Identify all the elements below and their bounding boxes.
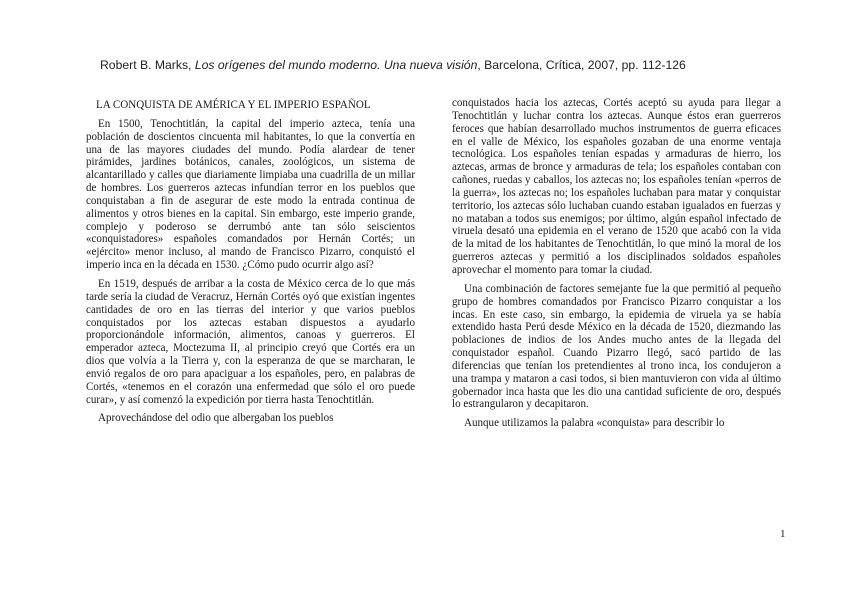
paragraph: En 1500, Tenochtitlán, la capital del imperio azteca, tenía una población de doscientos cincuenta mil habitantes, lo que la convertía en una de las mayores ciudades del mundo. Podía alardear de tener pirámides, jardines botánicos, canales, zoológicos, un sistema de alcantarillado y calles que diariamente limpiaba una cuadrilla de un millar de hombres. Los guerreros aztecas infundían terror en los pueblos que conquistaban a fin de asegurar de este modo la entrada continua de alimentos y otros bienes en la capital. Sin embargo, este imperio grande, complejo y poderoso se derrumbó ante tan sólo seiscientos «conquistadores» españoles comandados por Hernán Cortés; un «ejército» menor incluso, al mando de Francisco Pizarro, conquistó el imperio inca en la década en 1530. ¿Cómo pudo ocurrir algo así? (86, 117, 415, 272)
paragraph: conquistados hacia los aztecas, Cortés aceptó su ayuda para llegar a Tenochtitlán y luchar contra los aztecas. Aunque éstos eran guerreros feroces que habían desarrollado muchos instrumentos de guerra eficaces en el valle de México, los españoles gozaban de una enorme ventaja tecnológica. Los españoles tenían espadas y armaduras de hierro, los aztecas, armas de bronce y armaduras de tela; los españoles contaban con cañones, ruedas y caballos, los aztecas no; los españoles tenían «perros de la guerra», los aztecas no; los españoles luchaban para matar y conquistar territorio, los aztecas sólo luchaban cuando estaban igualados en fuerzas y no mataban a todos sus enemigos; por último, algún español infectado de viruela desató una epidemia en el verano de 1520 que acabó con la vida de la mitad de los habitantes de Tenochtitlán, lo que minó la moral de los guerreros aztecas y permitió a los disciplinados soldados españoles aprovechar el momento para tomar la ciudad. (452, 97, 781, 276)
citation-book-title: Los orígenes del mundo moderno. Una nueva visión (194, 58, 478, 72)
right-column (452, 97, 781, 436)
paragraph: En 1519, después de arribar a la costa de México cerca de lo que más tarde sería la ciudad de Veracruz, Hernán Cortés oyó que existían ingentes cantidades de oro en las tierras del interior y que varios pueblos conquistados por los aztecas estaban dispuestos a ayudarlo proporcionándole información, alimentos, canoas y guerreros. El emperador azteca, Moctezuma II, al principio creyó que Cortés era un dios que volvía a la Tierra y, con la esperanza de que se marcharan, le envió regalos de oro para apaciguar a los españoles, pero, en palabras de Cortés, «tenemos en el corazón una enfermedad que sólo el oro puede curar», y así comenzó la expedición por tierra hasta Tenochtitlán. (86, 277, 415, 406)
citation-publisher: , Barcelona, Crítica, 2007, pp. 112-126 (477, 58, 686, 72)
paragraph: Aprovechándose del odio que albergaban los pueblos (98, 412, 334, 425)
page-number: 1 (780, 528, 786, 540)
paragraph: Aunque utilizamos la palabra «conquista» para describir lo (464, 417, 725, 430)
citation-author: Robert B. Marks, (100, 58, 195, 72)
section-heading: LA CONQUISTA DE AMÉRICA Y EL IMPERIO ESPAÑOL (96, 99, 371, 111)
paragraph: Una combinación de factores semejante fue la que permitió al pequeño grupo de hombres comandados por Francisco Pizarro conquistar a los incas. En este caso, sin embargo, la epidemia de viruela ya se había extendido hasta Perú desde México en la década de 1520, diezmando las poblaciones de indios de los Andes mucho antes de la llegada del conquistador español. Cuando Pizarro llegó, sacó partido de las diferencias que tenían los pretendientes al trono inca, los condujeron a una trampa y mataron a casi todos, si bien mantuvieron con vida al último gobernador inca hasta que les dio una cantidad suficiente de oro, después lo estrangularon y decapitaron. (452, 282, 781, 411)
citation-header (100, 58, 800, 72)
left-column (86, 99, 415, 431)
